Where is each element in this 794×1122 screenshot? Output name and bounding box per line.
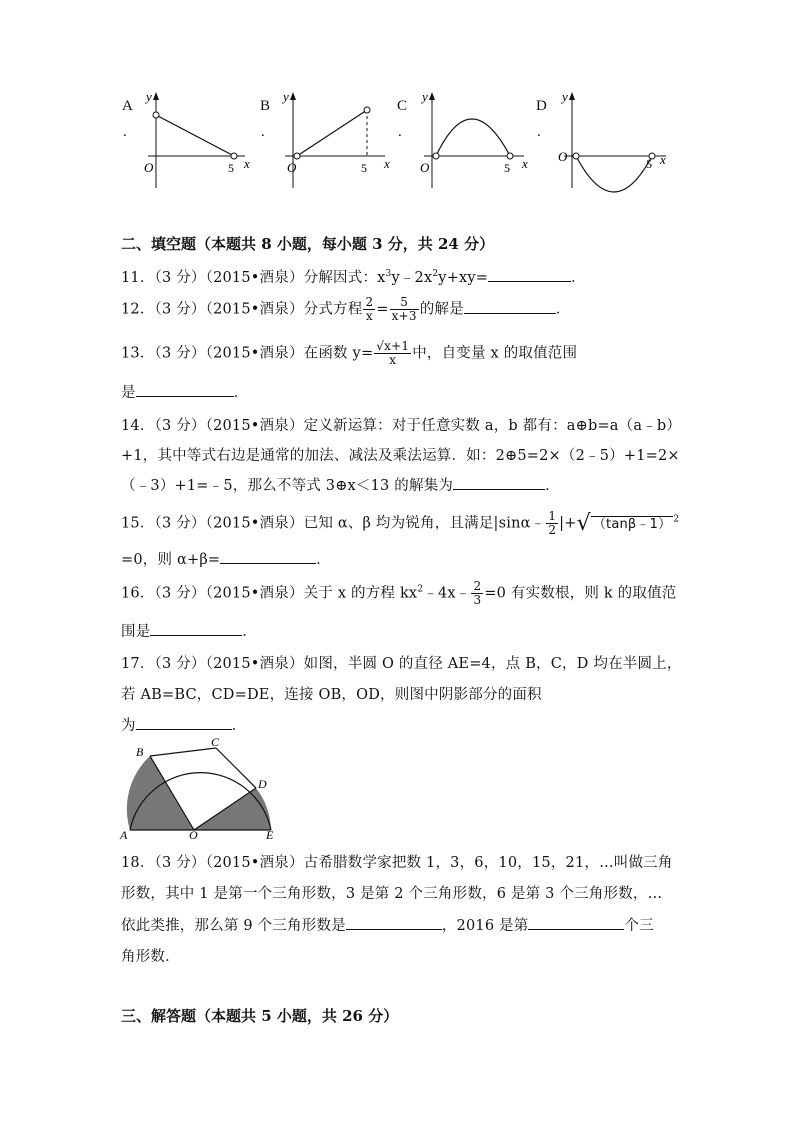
- svg-text:y: y: [283, 89, 289, 104]
- question-16: 16．（3 分）（2015•酒泉）关于 x 的方程 $kx^2﹣4x﹣$ $\frac{2}{3}$ =0 有实数根，则 k 的取值范: [121, 579, 677, 607]
- svg-text:x: x: [660, 152, 666, 167]
- option-d-dot: .: [537, 124, 541, 140]
- question-13: 13．（3 分）（2015•酒泉）在函数 y= $\frac{√x+1}{x}$ 中，自变量 x 的取值范围: [121, 339, 578, 367]
- question-14-line1: 14．（3 分）（2015•酒泉）定义新运算：对于任意实数 a，b 都有：a⊕b=a（a﹣b）: [121, 418, 682, 434]
- origin-label: O: [144, 160, 154, 175]
- point-b: B: [136, 745, 144, 759]
- answer-blank[interactable]: [150, 621, 242, 636]
- question-14-line3: （﹣3）+1=﹣5，那么不等式 3⊕x＜13 的解集为 ．: [121, 474, 560, 495]
- option-a-graph: [140, 88, 260, 193]
- option-c-graph: [416, 88, 536, 193]
- option-a-letter: A: [122, 98, 133, 114]
- svg-text:y: y: [562, 89, 568, 104]
- point-c: C: [211, 736, 220, 749]
- option-b-dot: .: [261, 124, 265, 140]
- question-14-line2: +1，其中等式右边是通常的加法、减法及乘法运算．如：2⊕5=2×（2﹣5）+1=2×: [121, 448, 680, 464]
- tick-5: 5: [228, 161, 234, 175]
- svg-text:5: 5: [646, 157, 652, 171]
- svg-text:x: x: [522, 156, 528, 171]
- option-d-letter: D: [536, 98, 547, 114]
- point-o: O: [189, 828, 198, 842]
- svg-text:O: O: [287, 160, 297, 175]
- question-17-line1: 17．（3 分）（2015•酒泉）如图，半圆 O 的直径 AE=4，点 B，C，D 均在半圆上，: [121, 656, 682, 672]
- answer-blank[interactable]: [136, 382, 234, 397]
- svg-text:5: 5: [361, 161, 367, 175]
- answer-blank[interactable]: [453, 475, 545, 490]
- section-2-title: 二、填空题（本题共 8 小题，每小题 3 分，共 24 分）: [121, 235, 495, 253]
- question-18-line1: 18．（3 分）（2015•酒泉）古希腊数学家把数 1，3，6，10，15，21，…叫做三角: [121, 855, 673, 871]
- question-16-line2: 围是 ．: [121, 620, 257, 641]
- point-a: A: [120, 828, 128, 842]
- question-15: 15．（3 分）（2015•酒泉）已知 α、β 均为锐角，且满足|sinα﹣ $\frac{1}{2}$ |+√ （tanβ﹣1） $^2$: [121, 509, 680, 537]
- answer-blank[interactable]: [464, 299, 556, 314]
- question-17-line3: 为 ．: [121, 714, 246, 735]
- svg-text:x: x: [384, 156, 390, 171]
- option-d-graph: [556, 88, 676, 193]
- option-a-dot: .: [123, 124, 127, 140]
- section-3-title: 三、解答题（本题共 5 小题，共 26 分）: [121, 1007, 399, 1025]
- option-b-letter: B: [260, 98, 271, 114]
- answer-blank[interactable]: [528, 915, 624, 930]
- option-c-dot: .: [398, 124, 402, 140]
- answer-blank[interactable]: [346, 915, 442, 930]
- semicircle-figure: [116, 736, 288, 842]
- answer-blank[interactable]: [220, 549, 316, 564]
- point-e: E: [266, 828, 274, 842]
- question-13-line2: 是 ．: [121, 381, 248, 402]
- y-label: y: [146, 89, 152, 104]
- question-18-line3: 依此类推，那么第 9 个三角形数是 ，2016 是第 个三: [121, 914, 654, 935]
- svg-text:O: O: [420, 160, 430, 175]
- question-18-line4: 角形数．: [121, 949, 180, 965]
- answer-blank[interactable]: [136, 715, 232, 730]
- question-17-line2: 若 AB=BC，CD=DE，连接 OB，OD，则图中阴影部分的面积: [121, 687, 542, 703]
- option-b-graph: [277, 88, 397, 193]
- svg-text:O: O: [558, 149, 568, 164]
- radical-sign: √: [576, 511, 591, 536]
- answer-blank[interactable]: [488, 267, 571, 282]
- svg-text:5: 5: [504, 161, 510, 175]
- question-15-line2: =0，则 α+β= ．: [121, 548, 331, 569]
- question-11: 11．（3 分）（2015•酒泉）分解因式：$x^3y﹣2x^2y+xy=$ ．: [121, 266, 586, 287]
- question-12: 12．（3 分）（2015•酒泉）分式方程 $\frac{2}{x}$ = $\frac{5}{x+3}$ 的解是 ．: [121, 295, 571, 323]
- option-c-letter: C: [397, 98, 408, 114]
- svg-text:y: y: [422, 89, 428, 104]
- point-d: D: [258, 777, 267, 791]
- question-18-line2: 形数，其中 1 是第一个三角形数，3 是第 2 个三角形数，6 是第 3 个三角形数，…: [121, 886, 663, 902]
- x-label: x: [244, 156, 250, 171]
